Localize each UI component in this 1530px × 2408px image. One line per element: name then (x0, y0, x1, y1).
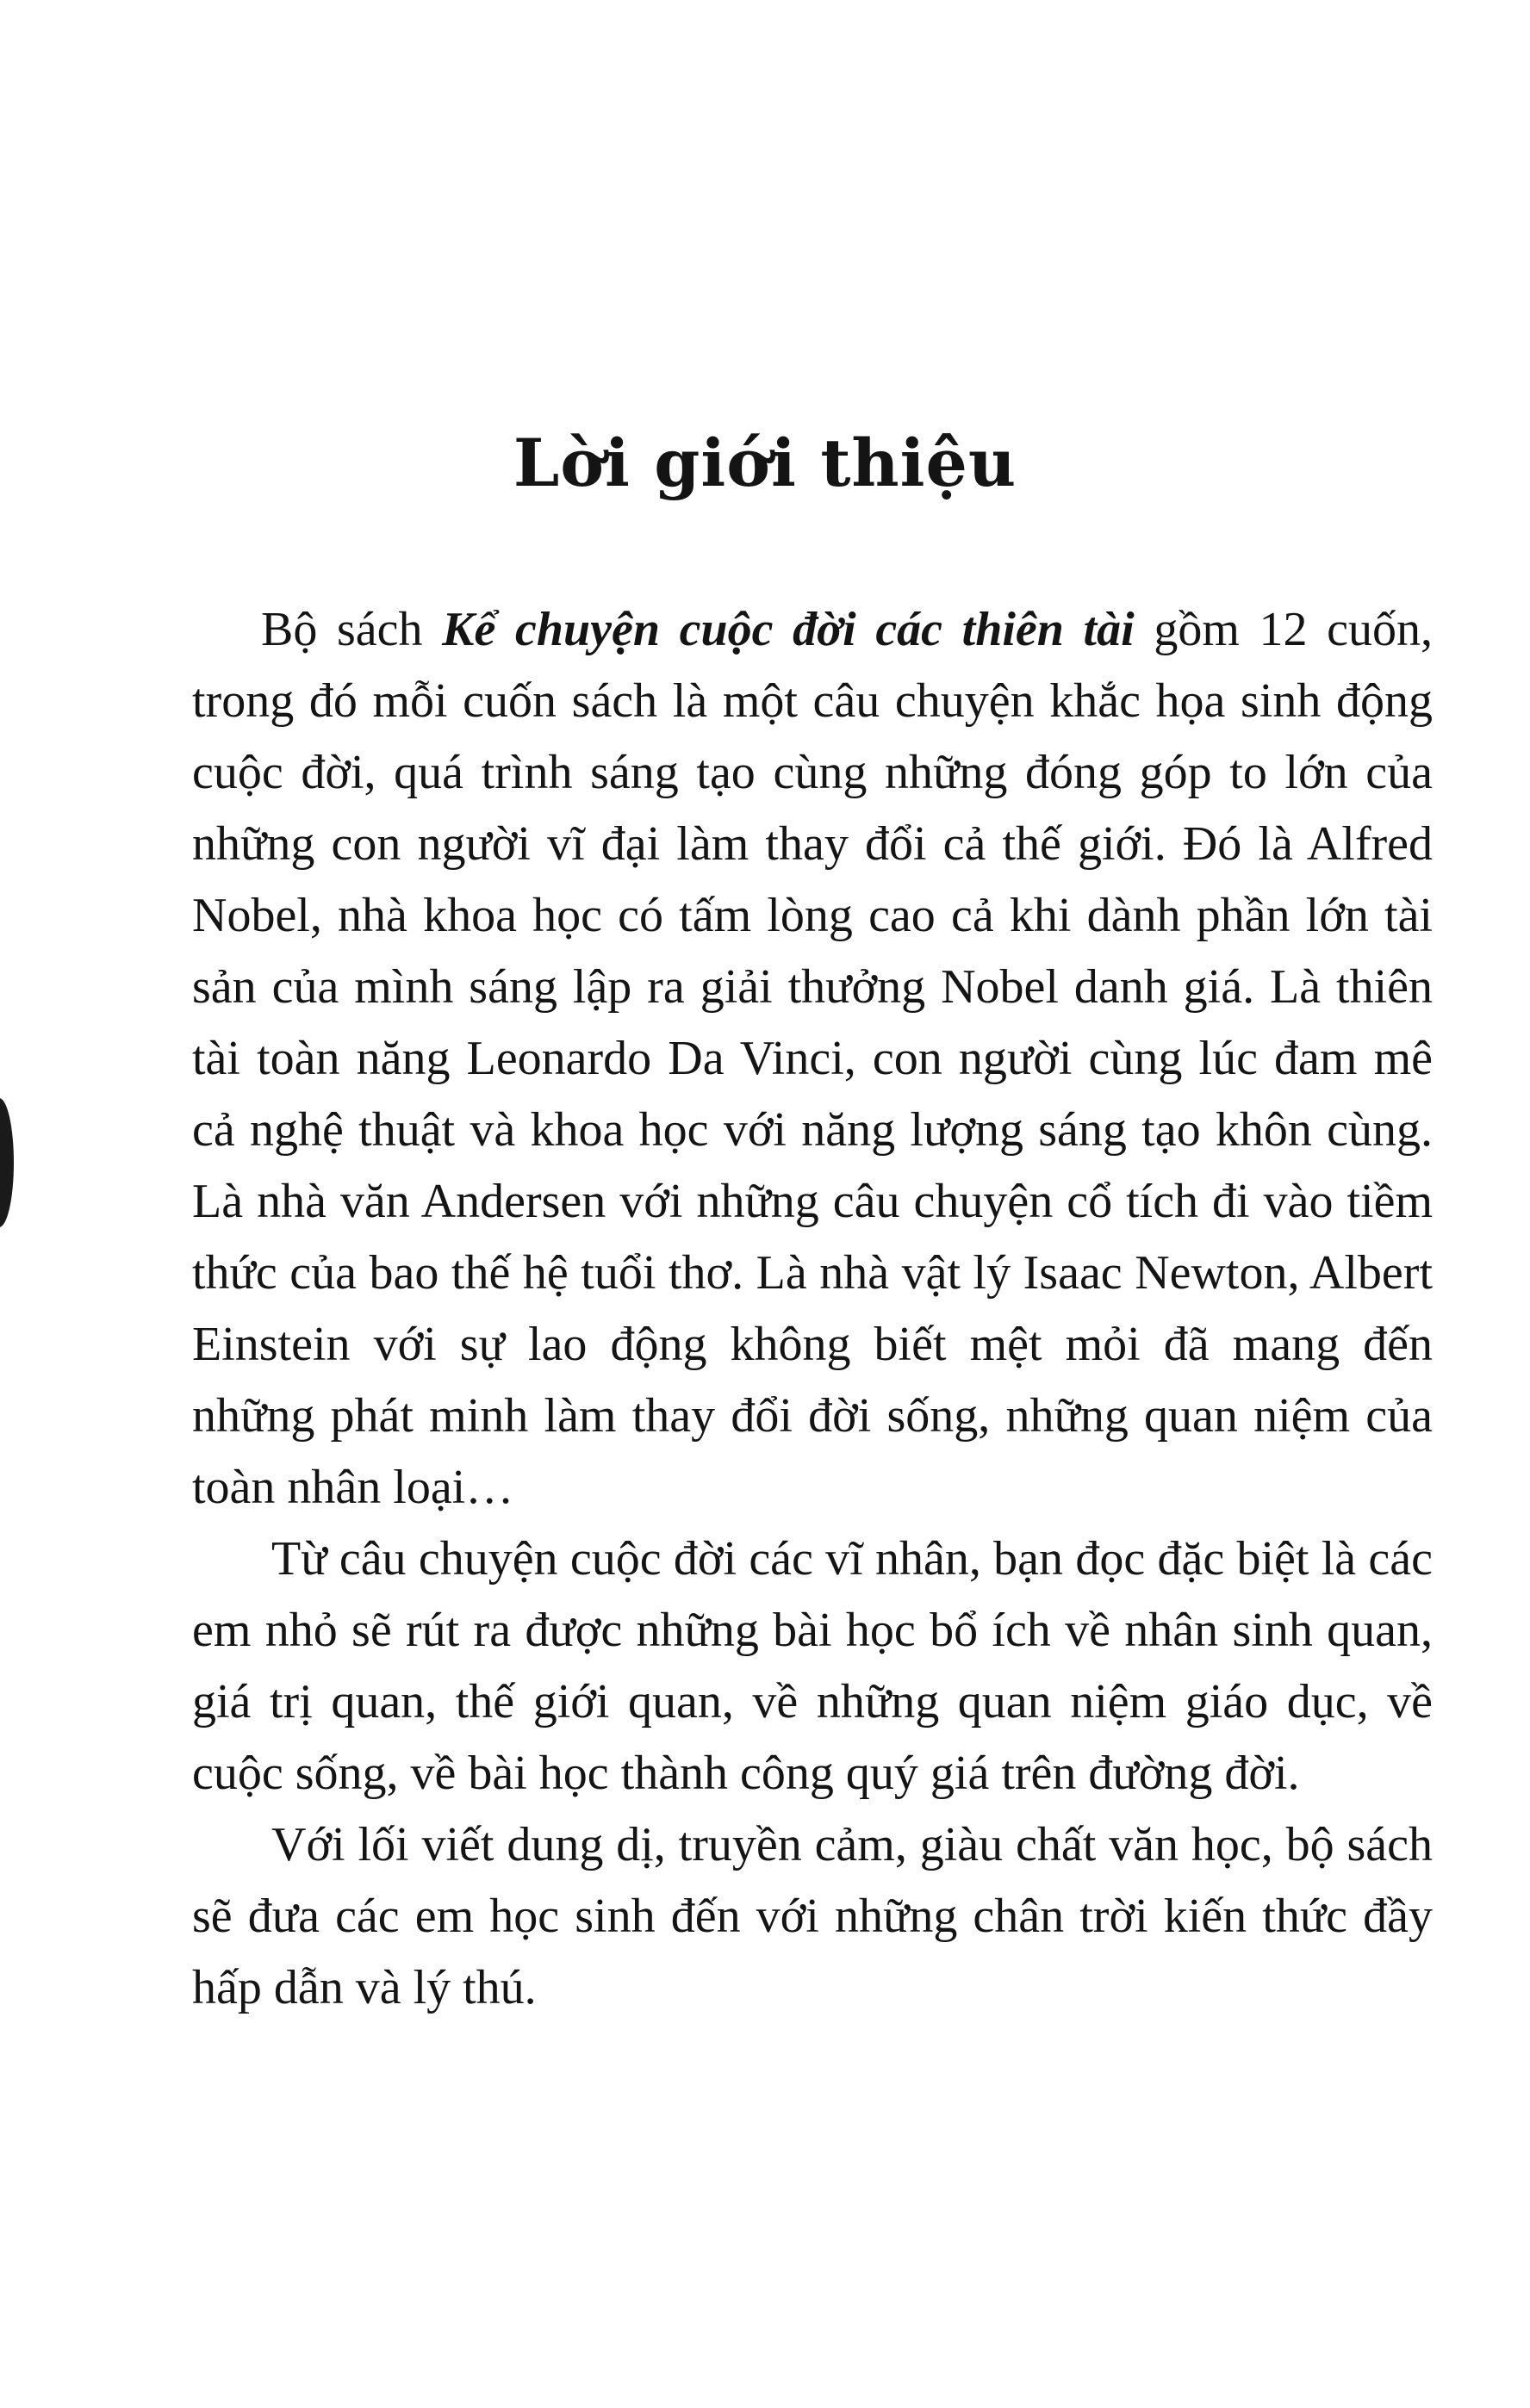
binding-shadow (0, 1098, 14, 1227)
page-title: Lời giới thiệu (513, 425, 1017, 501)
book-series-title: Kể chuyện cuộc đời các thiên tài (442, 603, 1135, 656)
introduction-body (192, 594, 1433, 2024)
paragraph-2: Từ câu chuyện cuộc đời các vĩ nhân, bạn đọc đặc biệt là các em nhỏ sẽ rút ra được những bài học bổ ích về nhân sinh quan, giá trị quan, thế giới quan, về những quan niệm giáo dục, về cuộc sống, về bài học thành công quý giá trên đường đời. (192, 1532, 1433, 1800)
paragraph-1-prefix: Bộ sách (261, 603, 443, 656)
paragraph-1-text: gồm 12 cuốn, trong đó mỗi cuốn sách là một câu chuyện khắc họa sinh động cuộc đời, quá trình sáng tạo cùng những đóng góp to lớn của những con người vĩ đại làm thay đổi cả thế giới. Đó là Alfred Nobel, nhà khoa học có tấm lòng cao cả khi dành phần lớn tài sản của mình sáng lập ra giải thưởng Nobel danh giá. Là thiên tài toàn năng Leonardo Da Vinci, con người cùng lúc đam mê cả nghệ thuật và khoa học với năng lượng sáng tạo khôn cùng. Là nhà văn Andersen với những câu chuyện cổ tích đi vào tiềm thức của bao thế hệ tuổi thơ. Là nhà vật lý Isaac Newton, Albert Einstein với sự lao động không biết mệt mỏi đã mang đến những phát minh làm thay đổi đời sống, những quan niệm của toàn nhân loại… (192, 603, 1433, 1514)
paragraph-1 (192, 594, 1433, 1524)
paragraph-3: Với lối viết dung dị, truyền cảm, giàu chất văn học, bộ sách sẽ đưa các em học sinh đến với những chân trời kiến thức đầy hấp dẫn và lý thú. (192, 1818, 1433, 2014)
